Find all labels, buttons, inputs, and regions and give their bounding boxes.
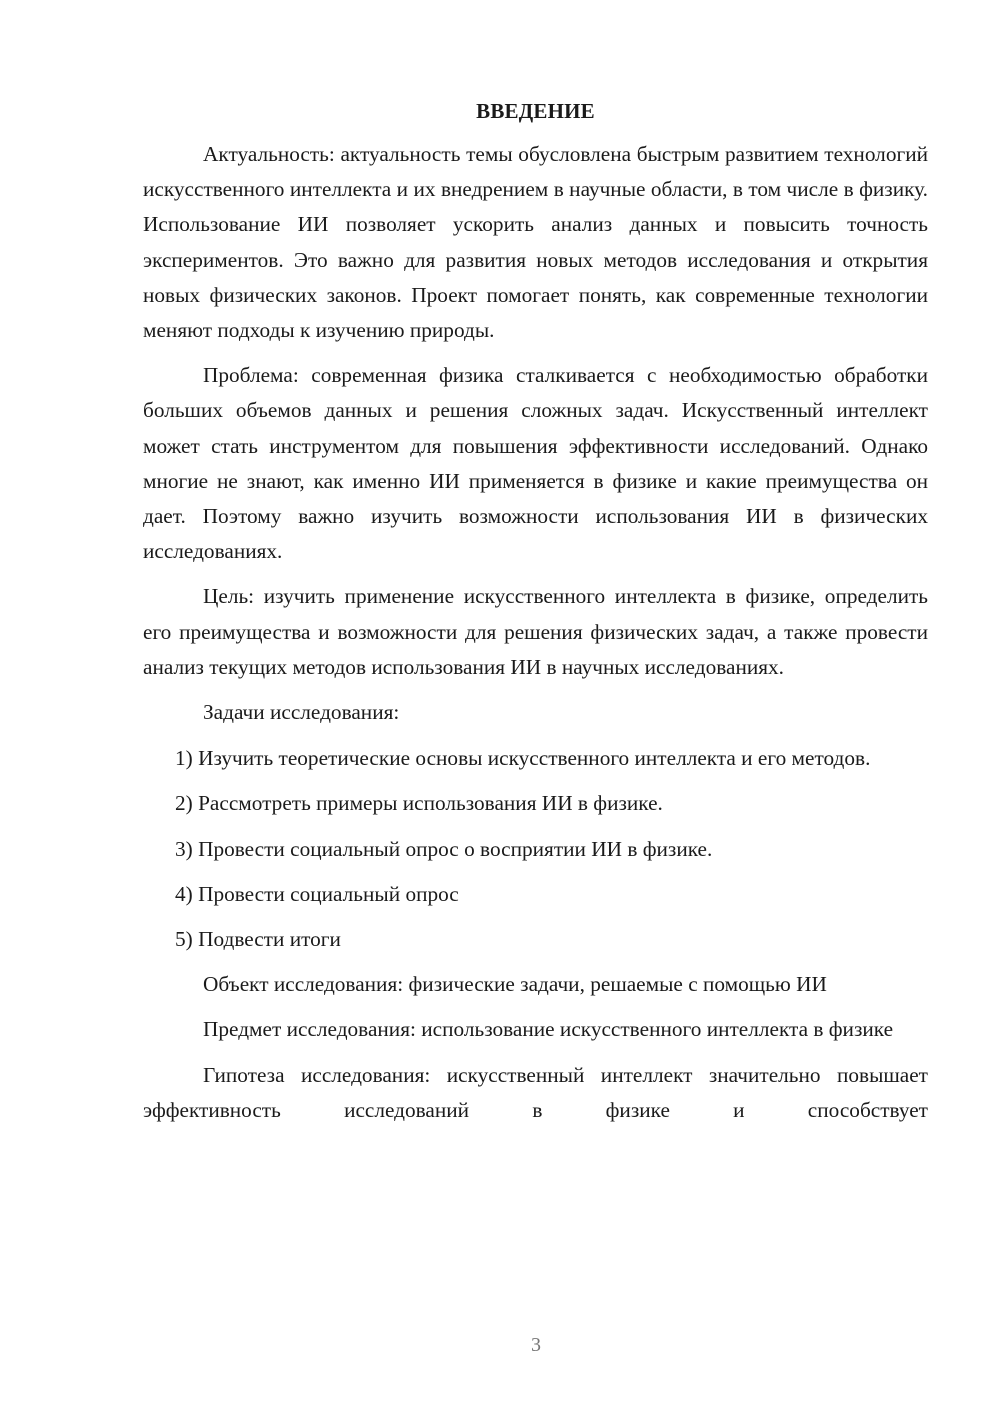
page-number: 3 [531,1334,541,1356]
paragraph-subject: Предмет исследования: использование искусственного интеллекта в физике [203,1017,894,1042]
task-item-1: 1) Изучить теоретические основы искусственного интеллекта и его методов. [175,746,871,771]
task-item-4: 4) Провести социальный опрос [175,881,459,906]
paragraph-relevance: Актуальность: актуальность темы обусловлена быстрым развитием технологий искусственного интеллекта и их внедрением в научные области, в том числе в физику. Использование ИИ позволяет ускорить анализ данных и повысить точность экспериментов. Это важно для развития новых методов исследования и открытия новых физических законов. Проект помогает понять, как современные технологии меняют подходы к изучению природы. [143,142,928,343]
paragraph-hypothesis: Гипотеза исследования: искусственный интеллект значительно повышает эффективность исследований в физике и способствует [143,1062,928,1122]
paragraph-goal: Цель: изучить применение искусственного интеллекта в физике, определить его преимущества и возможности для решения физических задач, а также провести анализ текущих методов использования ИИ в научных исследованиях. [143,584,928,679]
task-item-3: 3) Провести социальный опрос о восприятии ИИ в физике. [175,836,713,861]
paragraph-object: Объект исследования: физические задачи, решаемые с помощью ИИ [203,972,827,997]
page-title: ВВЕДЕНИЕ [476,99,595,123]
paragraph-problem: Проблема: современная физика сталкивается с необходимостью обработки больших объемов данных и решения сложных задач. Искусственный интеллект может стать инструментом для повышения эффективности исследований. Однако многие не знают, как именно ИИ применяется в физике и какие преимущества он дает. Поэтому важно изучить возможности использования ИИ в физических исследованиях. [143,363,928,564]
task-item-2: 2) Рассмотреть примеры использования ИИ в физике. [175,791,663,816]
tasks-heading: Задачи исследования: [203,700,400,725]
page-content [143,94,928,1128]
task-item-5: 5) Подвести итоги [175,927,341,952]
